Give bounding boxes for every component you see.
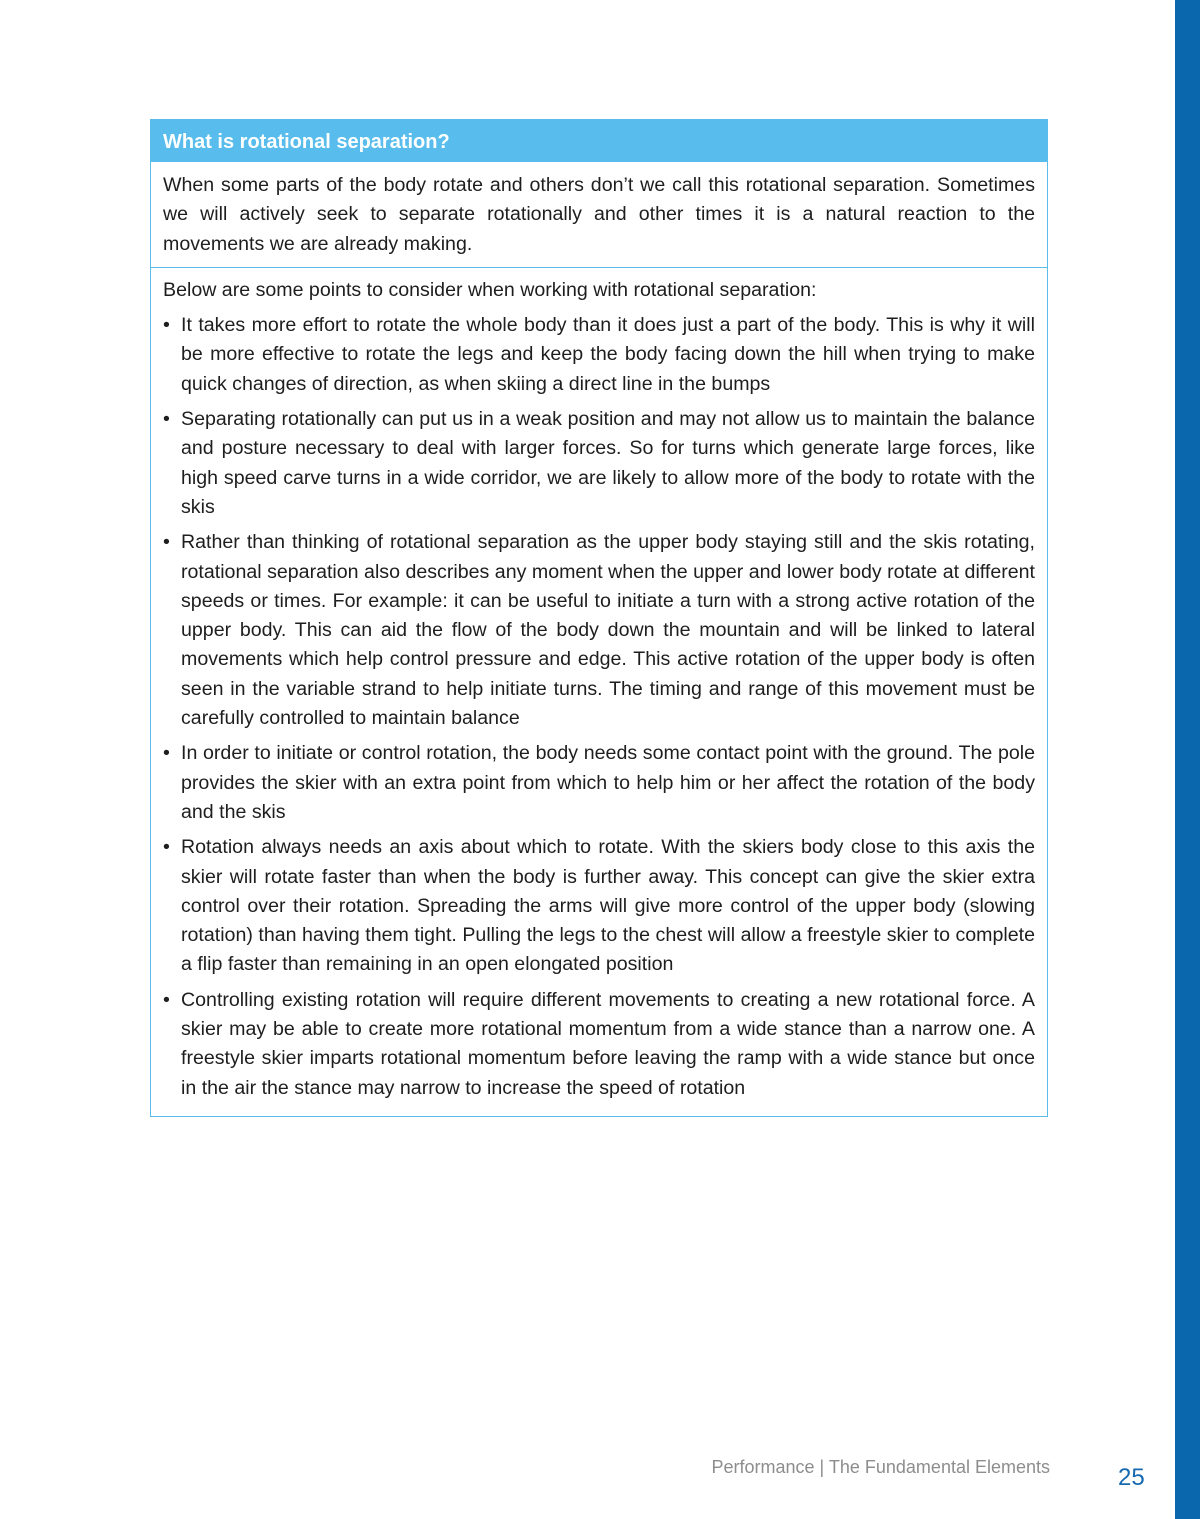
points-section xyxy=(151,268,1047,1116)
bullet-text: Rotation always needs an axis about which to rotate. With the skiers body close to this axis the skier will rotate faster than when the body is further away. This concept can give the skier extra control over their rotation. Spreading the arms will give more control of the upper body (slowing rotation) than having them tight. Pulling the legs to the chest will allow a freestyle skier to complete a flip faster than remaining in an open elongated position xyxy=(181,836,1035,976)
bullet-item xyxy=(163,986,1035,1103)
page-number: 25 xyxy=(1118,1464,1145,1491)
bullet-item xyxy=(163,311,1035,399)
bullet-text: In order to initiate or control rotation, the body needs some contact point with the ground. The pole provides the skier with an extra point from which to help him or her affect the rotation of the body and the skis xyxy=(181,742,1035,823)
bullet-text: Rather than thinking of rotational separation as the upper body staying still and the skis rotating, rotational separation also describes any moment when the upper and lower body rotate at different speeds or times. For example: it can be useful to initiate a turn with a strong active rotation of the upper body. This can aid the flow of the body down the mountain and will be linked to lateral movements which help control pressure and edge. This active rotation of the upper body is often seen in the variable strand to help initiate turns. The timing and range of this movement must be carefully controlled to maintain balance xyxy=(181,531,1035,730)
bullet-icon: • xyxy=(163,408,170,431)
bullet-icon: • xyxy=(163,742,170,765)
bullet-icon: • xyxy=(163,836,170,859)
bullet-item xyxy=(163,833,1035,979)
bullet-item xyxy=(163,739,1035,827)
info-box xyxy=(150,119,1048,1117)
bullet-text: Controlling existing rotation will require different movements to creating a new rotational force. A skier may be able to create more rotational momentum from a wide stance than a narrow one. A freestyle skier imparts rotational momentum before leaving the ramp with a wide stance but once in the air the stance may narrow to increase the speed of rotation xyxy=(181,988,1035,1099)
bullet-item xyxy=(163,528,1035,733)
bullet-text: It takes more effort to rotate the whole body than it does just a part of the body. This is why it will be more effective to rotate the legs and keep the body facing down the hill when trying to make quick changes of direction, as when skiing a direct line in the bumps xyxy=(181,314,1035,395)
points-lead: Below are some points to consider when working with rotational separation: xyxy=(163,278,817,301)
box-title: What is rotational separation? xyxy=(151,120,1047,162)
bullet-item xyxy=(163,405,1035,522)
page-edge-bar xyxy=(1175,0,1200,1519)
box-intro: When some parts of the body rotate and others don’t we call this rotational separation. Sometimes we will actively seek to separate rotationally and other times it is a natural reaction to the movements we are already making. xyxy=(151,162,1047,268)
bullet-icon: • xyxy=(163,531,170,554)
running-footer: Performance | The Fundamental Elements xyxy=(711,1457,1050,1477)
bullet-icon: • xyxy=(163,314,170,337)
bullet-list xyxy=(163,311,1035,1103)
bullet-text: Separating rotationally can put us in a weak position and may not allow us to maintain the balance and posture necessary to deal with larger forces. So for turns which generate large forces, like high speed carve turns in a wide corridor, we are likely to allow more of the body to rotate with the skis xyxy=(181,408,1035,518)
bullet-icon: • xyxy=(163,988,170,1011)
